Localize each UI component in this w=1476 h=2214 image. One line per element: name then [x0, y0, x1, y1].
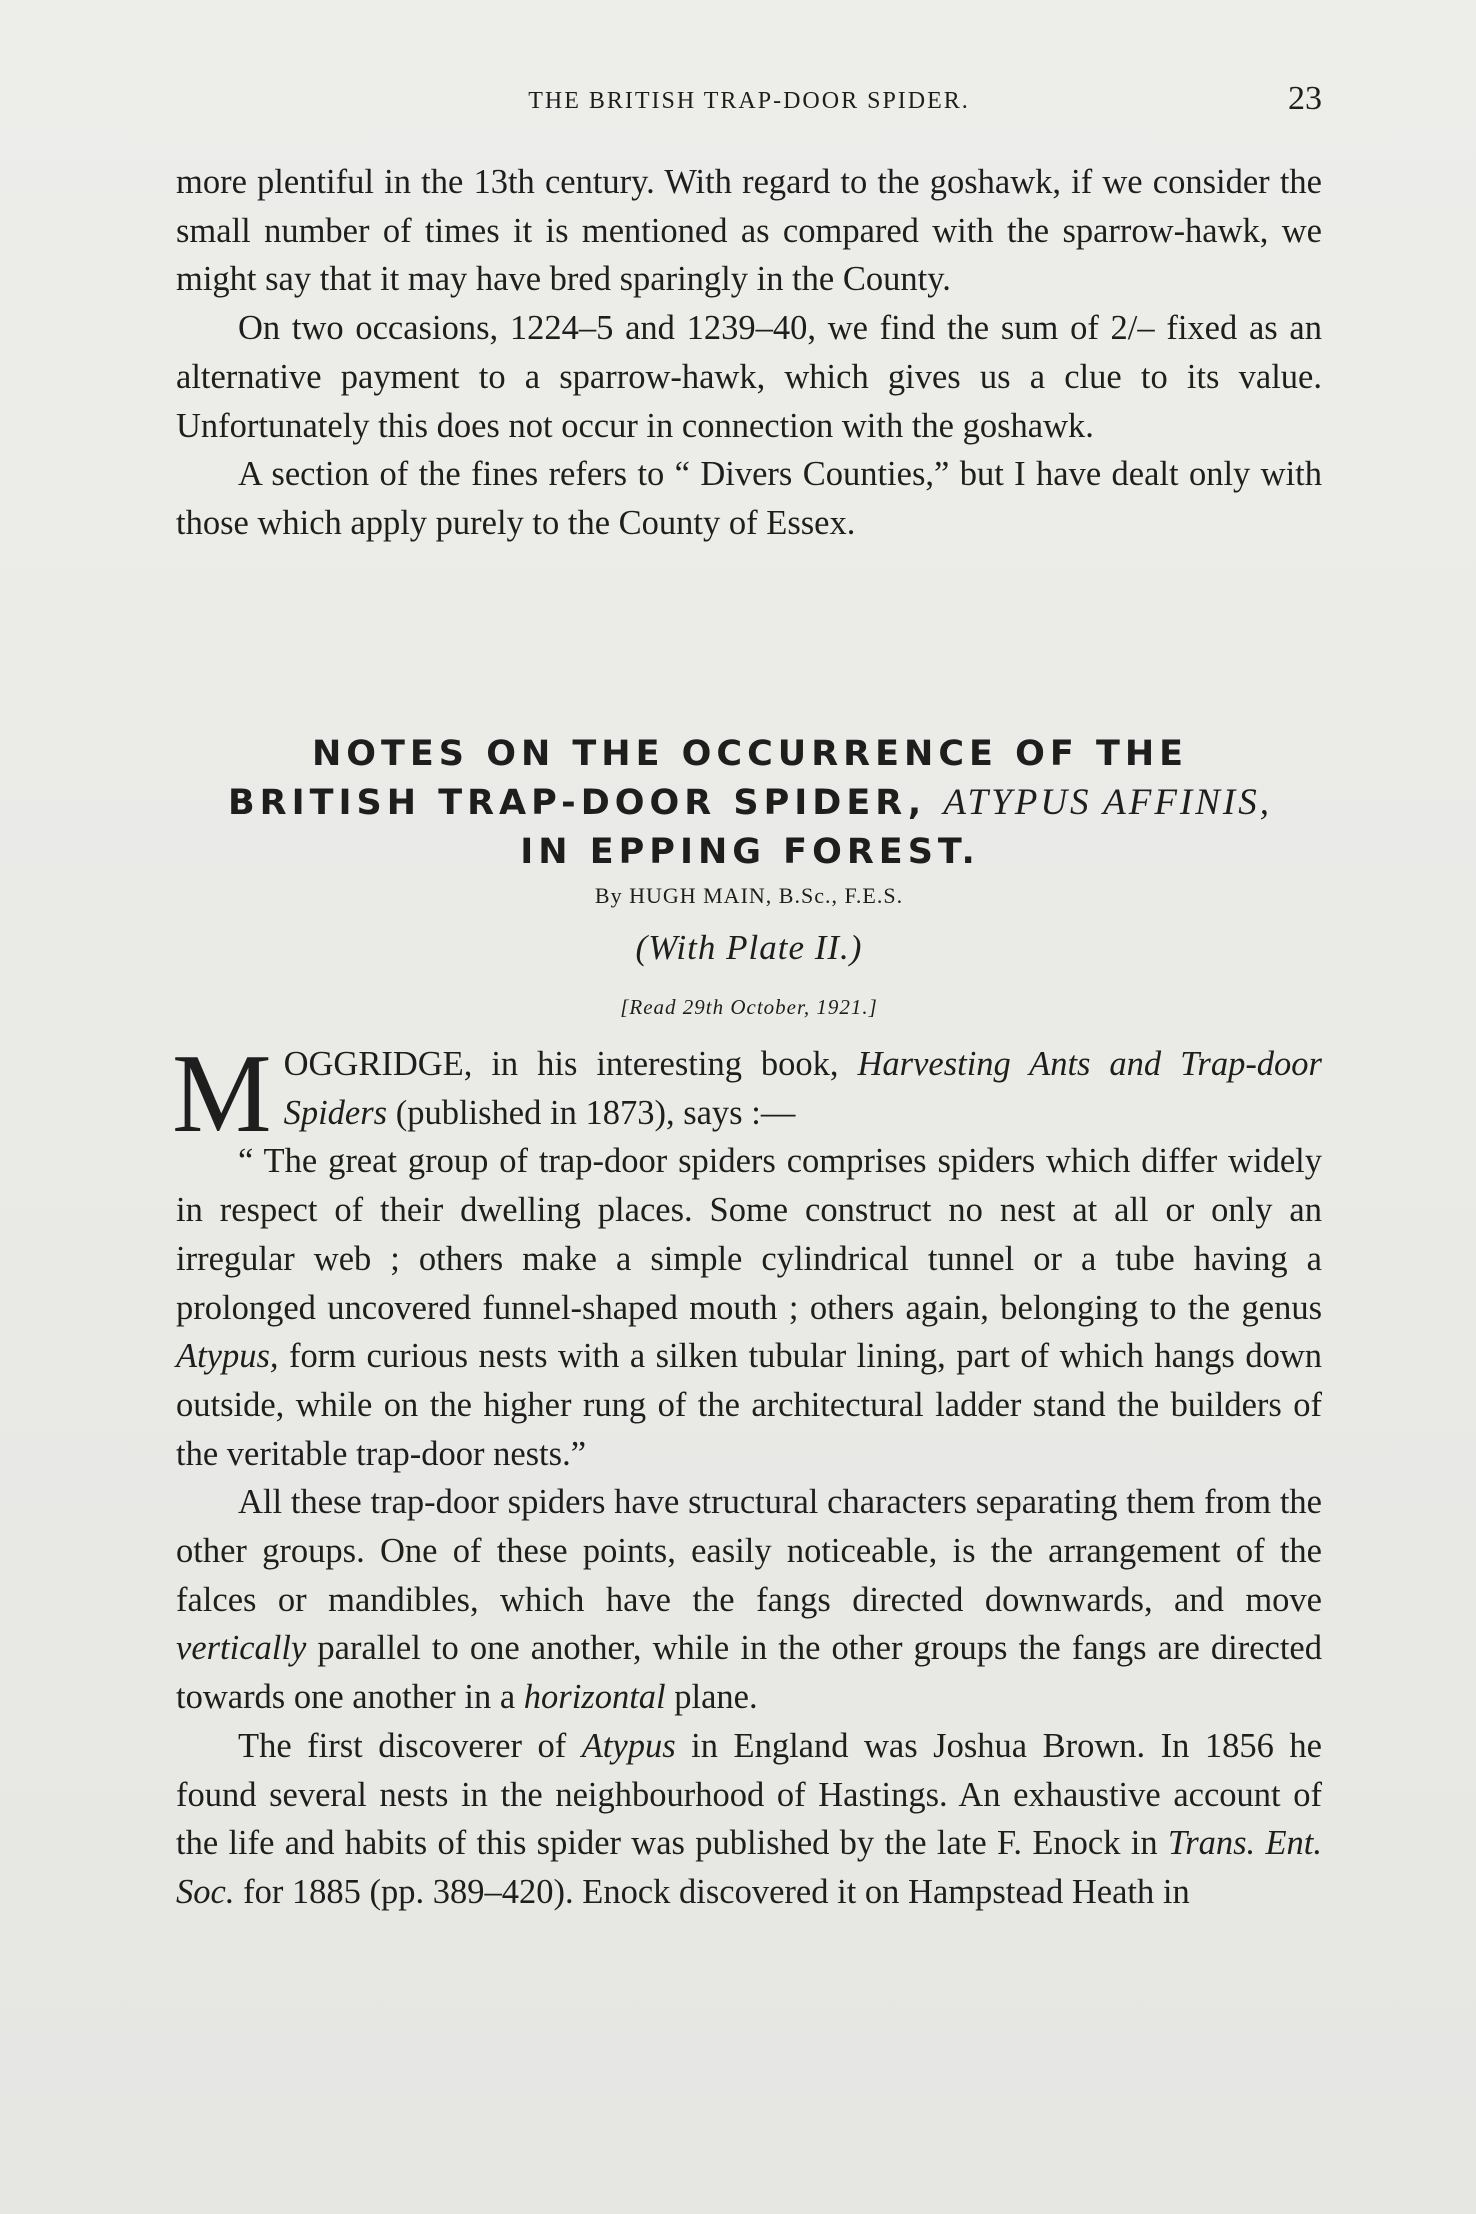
read-date: [Read 29th October, 1921.] [620, 995, 878, 1019]
emphasis: horizontal [523, 1678, 666, 1717]
text: OGGRIDGE, in his interesting book, [283, 1045, 858, 1083]
text: “ The great group of trap-door spiders comprises spiders which differ widely in respect of their dwelling places. Some construct no nest at all or only an irregular web ; others make a simple cylindrical tunnel or a tube having a prolonged uncovered funnel-shaped mouth ; others again, belonging to the genus [176, 1142, 1322, 1327]
article-heading-line-2 [150, 779, 1350, 827]
paragraph [176, 1478, 1322, 1722]
quotation [176, 1137, 1322, 1478]
paragraph: A section of the fines refers to “ Divers Counties,” but I have dealt only with those which apply purely to the County of Essex. [176, 455, 1322, 542]
journal-title: Trans. Ent. Soc. [176, 1824, 1322, 1911]
paragraph [172, 1032, 1322, 1156]
byline: By HUGH MAIN, B.Sc., F.E.S. [594, 883, 904, 908]
text: plane. [665, 1678, 758, 1717]
paragraph: On two occasions, 1224–5 and 1239–40, we find the sum of 2/– fixed as an alternative payment to a sparrow-hawk, which gives us a clue to its value. Unfortunately this does not occur in connection with the goshawk. [176, 309, 1322, 445]
species-name: ATYPUS AFFINIS, [943, 782, 1272, 823]
text: The first discoverer of [238, 1726, 582, 1765]
genus-name: Atypus [581, 1726, 676, 1765]
emphasis: vertically [176, 1629, 307, 1668]
plate-note: (With Plate II.) [635, 928, 863, 967]
book-title: Harvesting Ants and Trap-door Spiders [283, 1045, 1322, 1132]
text: (published in 1873), says :— [387, 1093, 796, 1132]
text: in England was Joshua Brown. In 1856 he found several nests in the neighbourhood of Hastings. An exhaustive account of the life and habits of this spider was published by the late F. Enock in [176, 1726, 1322, 1863]
article-body [172, 1032, 1322, 1917]
paragraph [176, 1722, 1322, 1917]
running-head [176, 80, 1322, 120]
running-title: THE BRITISH TRAP-DOOR SPIDER. [528, 88, 970, 114]
article-heading-line-3: IN EPPING FOREST. [520, 832, 980, 872]
paragraph: more plentiful in the 13th century. With regard to the goshawk, if we consider the small number of times it is mentioned as compared with the sparrow-hawk, we might say that it may have bred sparingly in the County. [176, 163, 1322, 299]
text: for 1885 (pp. 389–420). Enock discovered it on Hampstead Heath in [234, 1872, 1190, 1911]
drop-cap: M [172, 1032, 272, 1156]
text: form curious nests with a silken tubular lining, part of which hangs down outside, while on the higher rung of the architectural ladder stand the builders of the veritable trap-door nests.” [176, 1337, 1322, 1473]
text: parallel to one another, while in the other groups the fangs are directed towards one another in a [176, 1629, 1322, 1717]
text: All these trap-door spiders have structural characters separating them from the other groups. One of these points, easily noticeable, is the arrangement of the falces or mandibles, which have the fangs directed downwards, and move [176, 1483, 1322, 1619]
page-number: 23 [1288, 80, 1322, 117]
genus-name: Atypus, [176, 1337, 279, 1376]
previous-article-text [176, 158, 1322, 548]
article-heading-line-1: NOTES ON THE OCCURRENCE OF THE [311, 734, 1189, 774]
heading-text: BRITISH TRAP-DOOR SPIDER, [228, 783, 944, 823]
